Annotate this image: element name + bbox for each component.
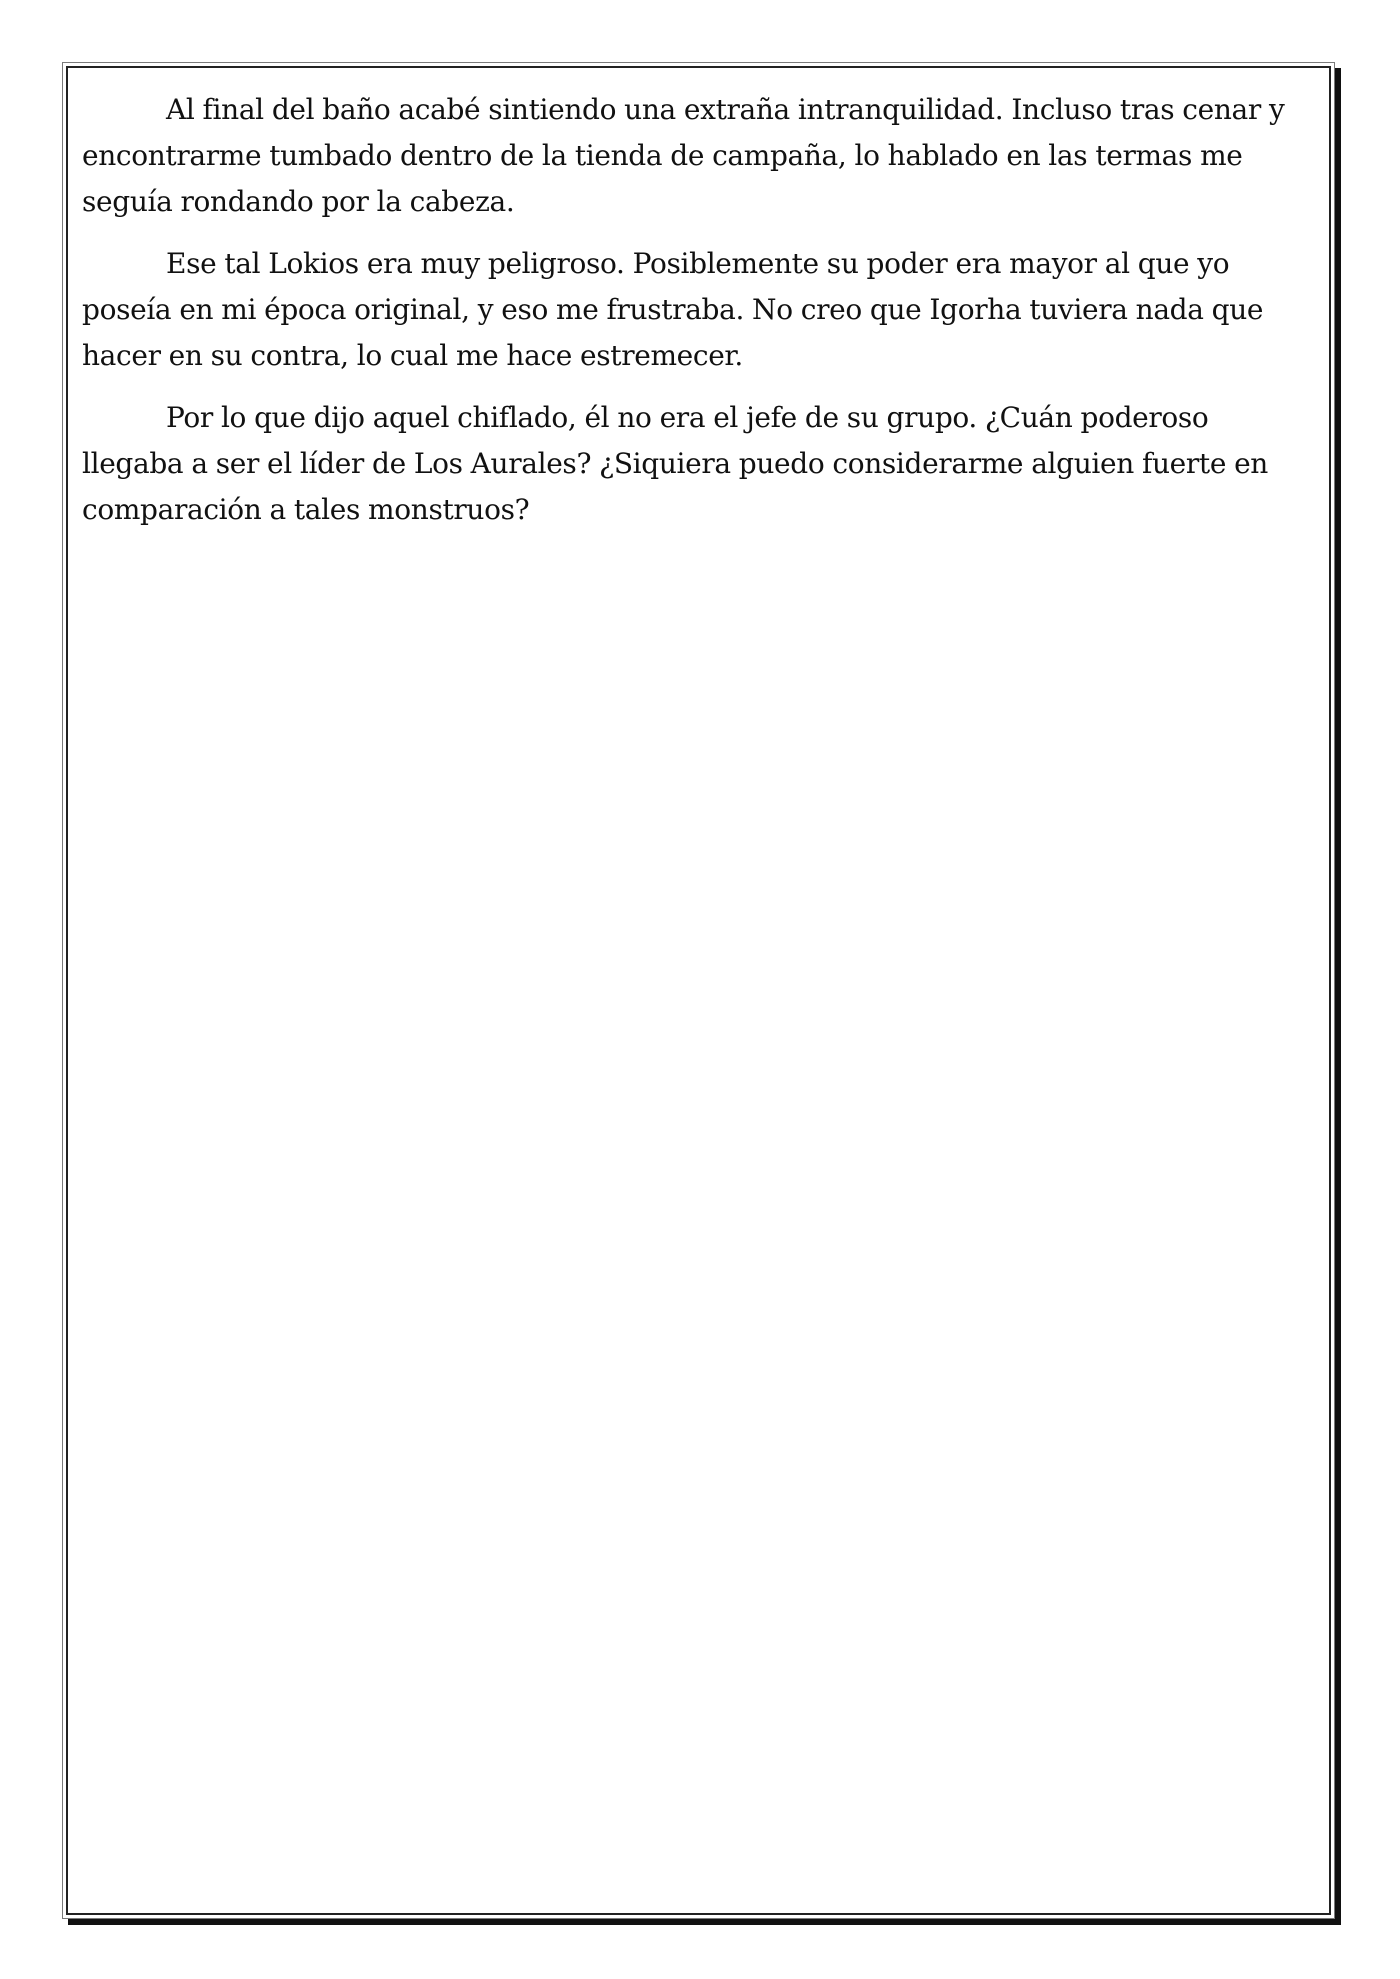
paragraph-3: Por lo que dijo aquel chiflado, él no era el jefe de su grupo. ¿Cuán poderoso llegaba a ser el líder de Los Aurales? ¿Siquiera puedo considerarme alguien fuerte en comparación a tales monstruos? [82, 401, 1268, 526]
page-body-text [82, 87, 1312, 549]
paragraph-1: Al final del baño acabé sintiendo una extraña intranquilidad. Incluso tras cenar y encontrarme tumbado dentro de la tienda de campaña, lo hablado en las termas me seguía rondando por la cabeza. [82, 93, 1285, 218]
paragraph-2: Ese tal Lokios era muy peligroso. Posiblemente su poder era mayor al que yo poseía en mi época original, y eso me frustraba. No creo que Igorha tuviera nada que hacer en su contra, lo cual me hace estremecer. [82, 247, 1264, 372]
